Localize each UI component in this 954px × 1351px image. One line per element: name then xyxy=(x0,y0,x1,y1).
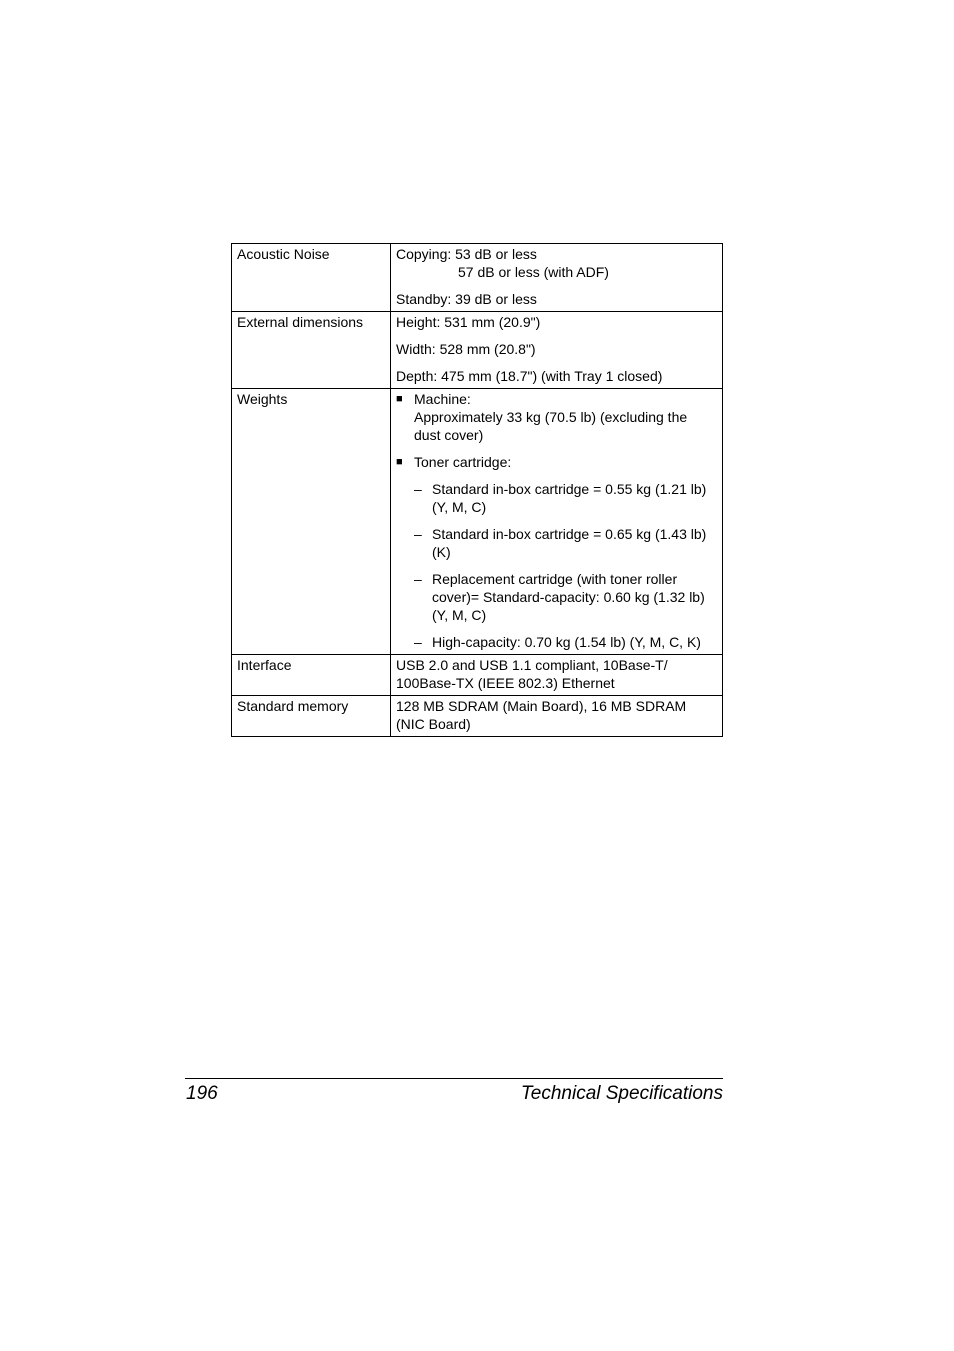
dimension-depth: Depth: 475 mm (18.7") (with Tray 1 closed) xyxy=(396,368,663,384)
row-value: 128 MB SDRAM (Main Board), 16 MB SDRAM (NIC Board) xyxy=(391,696,723,737)
standby-noise: Standby: 39 dB or less xyxy=(396,291,537,307)
row-label: Acoustic Noise xyxy=(232,244,391,312)
toner-weight-item: Standard in-box cartridge = 0.55 kg (1.21 lb) (Y, M, C) xyxy=(432,481,707,515)
toner-weight-item: Replacement cartridge (with toner roller cover)= Standard-capacity: 0.60 kg (1.32 lb) (Y, M, C) xyxy=(432,571,705,623)
bullet-square-icon: ■ xyxy=(396,393,403,405)
row-label: Standard memory xyxy=(232,696,391,737)
machine-weight-text: Approximately 33 kg (70.5 lb) (excluding the dust cover) xyxy=(414,409,688,443)
dimension-width: Width: 528 mm (20.8") xyxy=(396,341,536,357)
toner-weight-title: Toner cartridge: xyxy=(414,454,512,470)
dimension-height: Height: 531 mm (20.9") xyxy=(396,314,541,330)
table-row-external-dimensions xyxy=(232,312,723,389)
copying-noise-adf: 57 dB or less (with ADF) xyxy=(458,264,609,280)
row-label: Weights xyxy=(232,389,391,655)
row-value xyxy=(391,389,723,655)
table-row-interface xyxy=(232,655,723,696)
footer-divider xyxy=(185,1078,723,1079)
table-row-standard-memory xyxy=(232,696,723,737)
spec-table xyxy=(231,243,723,737)
row-label: Interface xyxy=(232,655,391,696)
section-title: Technical Specifications xyxy=(520,1083,723,1104)
bullet-square-icon: ■ xyxy=(396,456,403,468)
list-item xyxy=(396,453,717,471)
list-item xyxy=(396,480,717,516)
dash-icon: – xyxy=(414,481,422,497)
page-number: 196 xyxy=(186,1083,218,1104)
list-item xyxy=(396,633,717,651)
row-value: USB 2.0 and USB 1.1 compliant, 10Base-T/ 100Base-TX (IEEE 802.3) Ethernet xyxy=(391,655,723,696)
toner-weight-item: Standard in-box cartridge = 0.65 kg (1.43 lb) (K) xyxy=(432,526,707,560)
table-row-acoustic-noise xyxy=(232,244,723,312)
copying-noise: Copying: 53 dB or less xyxy=(396,246,537,262)
toner-weight-item: High-capacity: 0.70 kg (1.54 lb) (Y, M, C, K) xyxy=(432,634,701,650)
table-row-weights xyxy=(232,389,723,655)
machine-weight-title: Machine: xyxy=(414,391,471,407)
dash-icon: – xyxy=(414,634,422,650)
list-item xyxy=(396,390,717,444)
row-value xyxy=(391,244,723,312)
list-item xyxy=(396,525,717,561)
row-label: External dimensions xyxy=(232,312,391,389)
dash-icon: – xyxy=(414,571,422,587)
dash-icon: – xyxy=(414,526,422,542)
row-value xyxy=(391,312,723,389)
list-item xyxy=(396,570,717,624)
machine-weight xyxy=(414,390,717,444)
